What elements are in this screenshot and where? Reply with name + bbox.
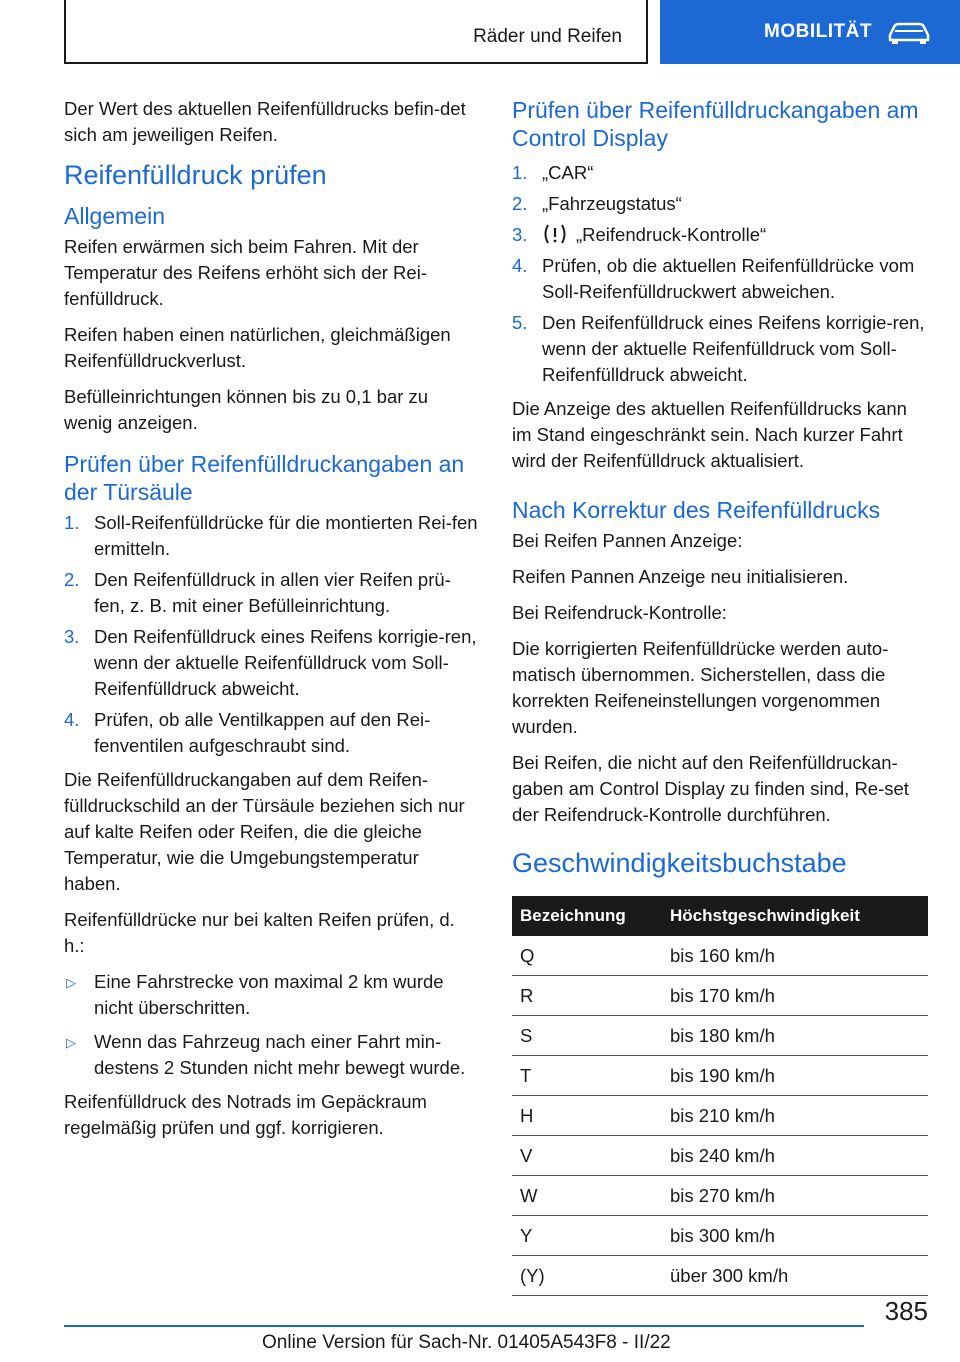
step-number: 4. bbox=[64, 709, 80, 730]
intro-text: Der Wert des aktuellen Reifenfülldrucks befin-det sich am jeweiligen Reifen. bbox=[64, 98, 466, 145]
table-row bbox=[512, 976, 928, 1016]
column-header: Bezeichnung bbox=[512, 896, 662, 936]
table-row bbox=[512, 1136, 928, 1176]
left-column bbox=[64, 96, 480, 1151]
list-item bbox=[512, 310, 928, 388]
table-cell: V bbox=[512, 1136, 662, 1176]
heading-korrektur: Nach Korrektur des Reifenfülldrucks bbox=[512, 497, 881, 523]
speed-table bbox=[512, 896, 928, 1296]
list-item bbox=[512, 160, 928, 186]
step-text: Soll-Reifenfülldrücke für die montierten Rei-fen ermitteln. bbox=[94, 512, 478, 559]
paragraph: Bei Reifen, die nicht auf den Reifenfülldruckan-gaben am Control Display zu finden sind, Re-set der Reifendruck-Kontrolle durchführen. bbox=[512, 752, 909, 825]
table-cell: bis 190 km/h bbox=[662, 1056, 928, 1096]
paragraph: Die korrigierten Reifenfülldrücke werden auto-matisch übernommen. Sicherstellen, dass die korrekten Reifeneinstellungen vorgenommen wurden. bbox=[512, 638, 889, 737]
step-text: „CAR“ bbox=[542, 162, 594, 183]
car-icon bbox=[886, 19, 932, 45]
page-number: 385 bbox=[884, 1296, 928, 1326]
step-number: 3. bbox=[512, 224, 528, 245]
table-row bbox=[512, 1176, 928, 1216]
bullet-text: Eine Fahrstrecke von maximal 2 km wurde nicht überschritten. bbox=[94, 971, 444, 1018]
heading-control-display: Prüfen über Reifenfülldruckangaben am Control Display bbox=[512, 97, 919, 151]
step-text: „Fahrzeugstatus“ bbox=[542, 193, 682, 214]
table-cell: bis 270 km/h bbox=[662, 1176, 928, 1216]
paragraph: Reifen Pannen Anzeige neu initialisieren. bbox=[512, 566, 849, 587]
table-cell: T bbox=[512, 1056, 662, 1096]
list-item bbox=[512, 253, 928, 305]
table-row bbox=[512, 936, 928, 976]
heading-geschwindigkeitsbuchstabe: Geschwindigkeitsbuchstabe bbox=[512, 848, 847, 878]
table-cell: R bbox=[512, 976, 662, 1016]
paragraph: Befülleinrichtungen können bis zu 0,1 bar zu wenig anzeigen. bbox=[64, 386, 429, 433]
paragraph: Bei Reifen Pannen Anzeige: bbox=[512, 530, 743, 551]
right-column bbox=[512, 96, 928, 1296]
table-cell: bis 300 km/h bbox=[662, 1216, 928, 1256]
header-section-box bbox=[64, 0, 648, 64]
step-text: „Reifendruck-Kontrolle“ bbox=[576, 224, 767, 245]
step-number: 1. bbox=[64, 512, 80, 533]
footer-divider bbox=[64, 1325, 864, 1327]
heading-reifenfuelldruck-pruefen: Reifenfülldruck prüfen bbox=[64, 160, 327, 190]
bullet-list bbox=[64, 969, 480, 1081]
step-text: Den Reifenfülldruck eines Reifens korrigie-ren, wenn der aktuelle Reifenfülldruck vom Soll-Reifenfülldruck abweicht. bbox=[94, 626, 477, 699]
table-cell: bis 180 km/h bbox=[662, 1016, 928, 1056]
list-item bbox=[64, 707, 480, 759]
paragraph: Die Reifenfülldruckangaben auf dem Reifen-fülldruckschild an der Türsäule beziehen sich nur auf kalte Reifen oder Reifen, die die gleiche Temperatur, wie die Umgebungstemperatur haben. bbox=[64, 769, 465, 894]
step-number: 2. bbox=[64, 569, 80, 590]
heading-allgemein: Allgemein bbox=[64, 203, 165, 229]
table-cell: bis 170 km/h bbox=[662, 976, 928, 1016]
chapter-tab bbox=[660, 0, 960, 64]
table-cell: über 300 km/h bbox=[662, 1256, 928, 1296]
paragraph: Reifen haben einen natürlichen, gleichmäßigen Reifenfülldruckverlust. bbox=[64, 324, 451, 371]
table-cell: bis 160 km/h bbox=[662, 936, 928, 976]
table-row bbox=[512, 1056, 928, 1096]
step-text: Prüfen, ob die aktuellen Reifenfülldrücke vom Soll-Reifenfülldruckwert abweichen. bbox=[542, 255, 915, 302]
list-item bbox=[64, 567, 480, 619]
step-number: 5. bbox=[512, 312, 528, 333]
table-header-row bbox=[512, 896, 928, 936]
list-item bbox=[64, 510, 480, 562]
paragraph: Reifenfülldrücke nur bei kalten Reifen prüfen, d. h.: bbox=[64, 909, 455, 956]
list-item bbox=[64, 1029, 480, 1081]
steps-tuersaeule bbox=[64, 510, 480, 759]
paragraph: Bei Reifendruck-Kontrolle: bbox=[512, 602, 727, 623]
table-cell: bis 240 km/h bbox=[662, 1136, 928, 1176]
list-item bbox=[64, 624, 480, 702]
step-number: 3. bbox=[64, 626, 80, 647]
list-item bbox=[64, 969, 480, 1021]
paragraph: Die Anzeige des aktuellen Reifenfülldrucks kann im Stand eingeschränkt sein. Nach kurzer Fahrt wird der Reifenfülldruck aktualisiert. bbox=[512, 398, 907, 471]
table-cell: (Y) bbox=[512, 1256, 662, 1296]
table-cell: Y bbox=[512, 1216, 662, 1256]
footer-version-text: Online Version für Sach-Nr. 01405A543F8 - II/22 bbox=[262, 1332, 671, 1353]
step-text: Prüfen, ob alle Ventilkappen auf den Rei-fenventilen aufgeschraubt sind. bbox=[94, 709, 431, 756]
paragraph: Reifenfülldruck des Notrads im Gepäckraum regelmäßig prüfen und ggf. korrigieren. bbox=[64, 1091, 427, 1138]
table-row bbox=[512, 1096, 928, 1136]
list-item bbox=[512, 191, 928, 217]
step-text: Den Reifenfülldruck eines Reifens korrigie-ren, wenn der aktuelle Reifenfülldruck vom Soll-Reifenfülldruck abweicht. bbox=[542, 312, 925, 385]
table-cell: bis 210 km/h bbox=[662, 1096, 928, 1136]
heading-tuersaeule: Prüfen über Reifenfülldruckangaben an der Türsäule bbox=[64, 451, 465, 505]
chapter-title: MOBILITÄT bbox=[764, 21, 872, 42]
step-number: 4. bbox=[512, 255, 528, 276]
triangle-bullet-icon: ▷ bbox=[66, 975, 76, 990]
table-row bbox=[512, 1216, 928, 1256]
table-cell: W bbox=[512, 1176, 662, 1216]
table-cell: S bbox=[512, 1016, 662, 1056]
column-header: Höchstgeschwindigkeit bbox=[662, 896, 928, 936]
table-row bbox=[512, 1256, 928, 1296]
table-cell: H bbox=[512, 1096, 662, 1136]
triangle-bullet-icon: ▷ bbox=[66, 1035, 76, 1050]
section-title: Räder und Reifen bbox=[473, 26, 622, 47]
paragraph: Reifen erwärmen sich beim Fahren. Mit der Temperatur des Reifens erhöht sich der Rei-fenfülldruck. bbox=[64, 236, 427, 309]
step-number: 1. bbox=[512, 162, 528, 183]
steps-control-display bbox=[512, 160, 928, 388]
list-item bbox=[512, 222, 928, 248]
step-text: Den Reifenfülldruck in allen vier Reifen prü-fen, z. B. mit einer Befülleinrichtung. bbox=[94, 569, 451, 616]
step-number: 2. bbox=[512, 193, 528, 214]
table-row bbox=[512, 1016, 928, 1056]
bullet-text: Wenn das Fahrzeug nach einer Fahrt min-destens 2 Stunden nicht mehr bewegt wurde. bbox=[94, 1031, 466, 1078]
table-cell: Q bbox=[512, 936, 662, 976]
tire-pressure-warning-icon bbox=[542, 223, 568, 245]
